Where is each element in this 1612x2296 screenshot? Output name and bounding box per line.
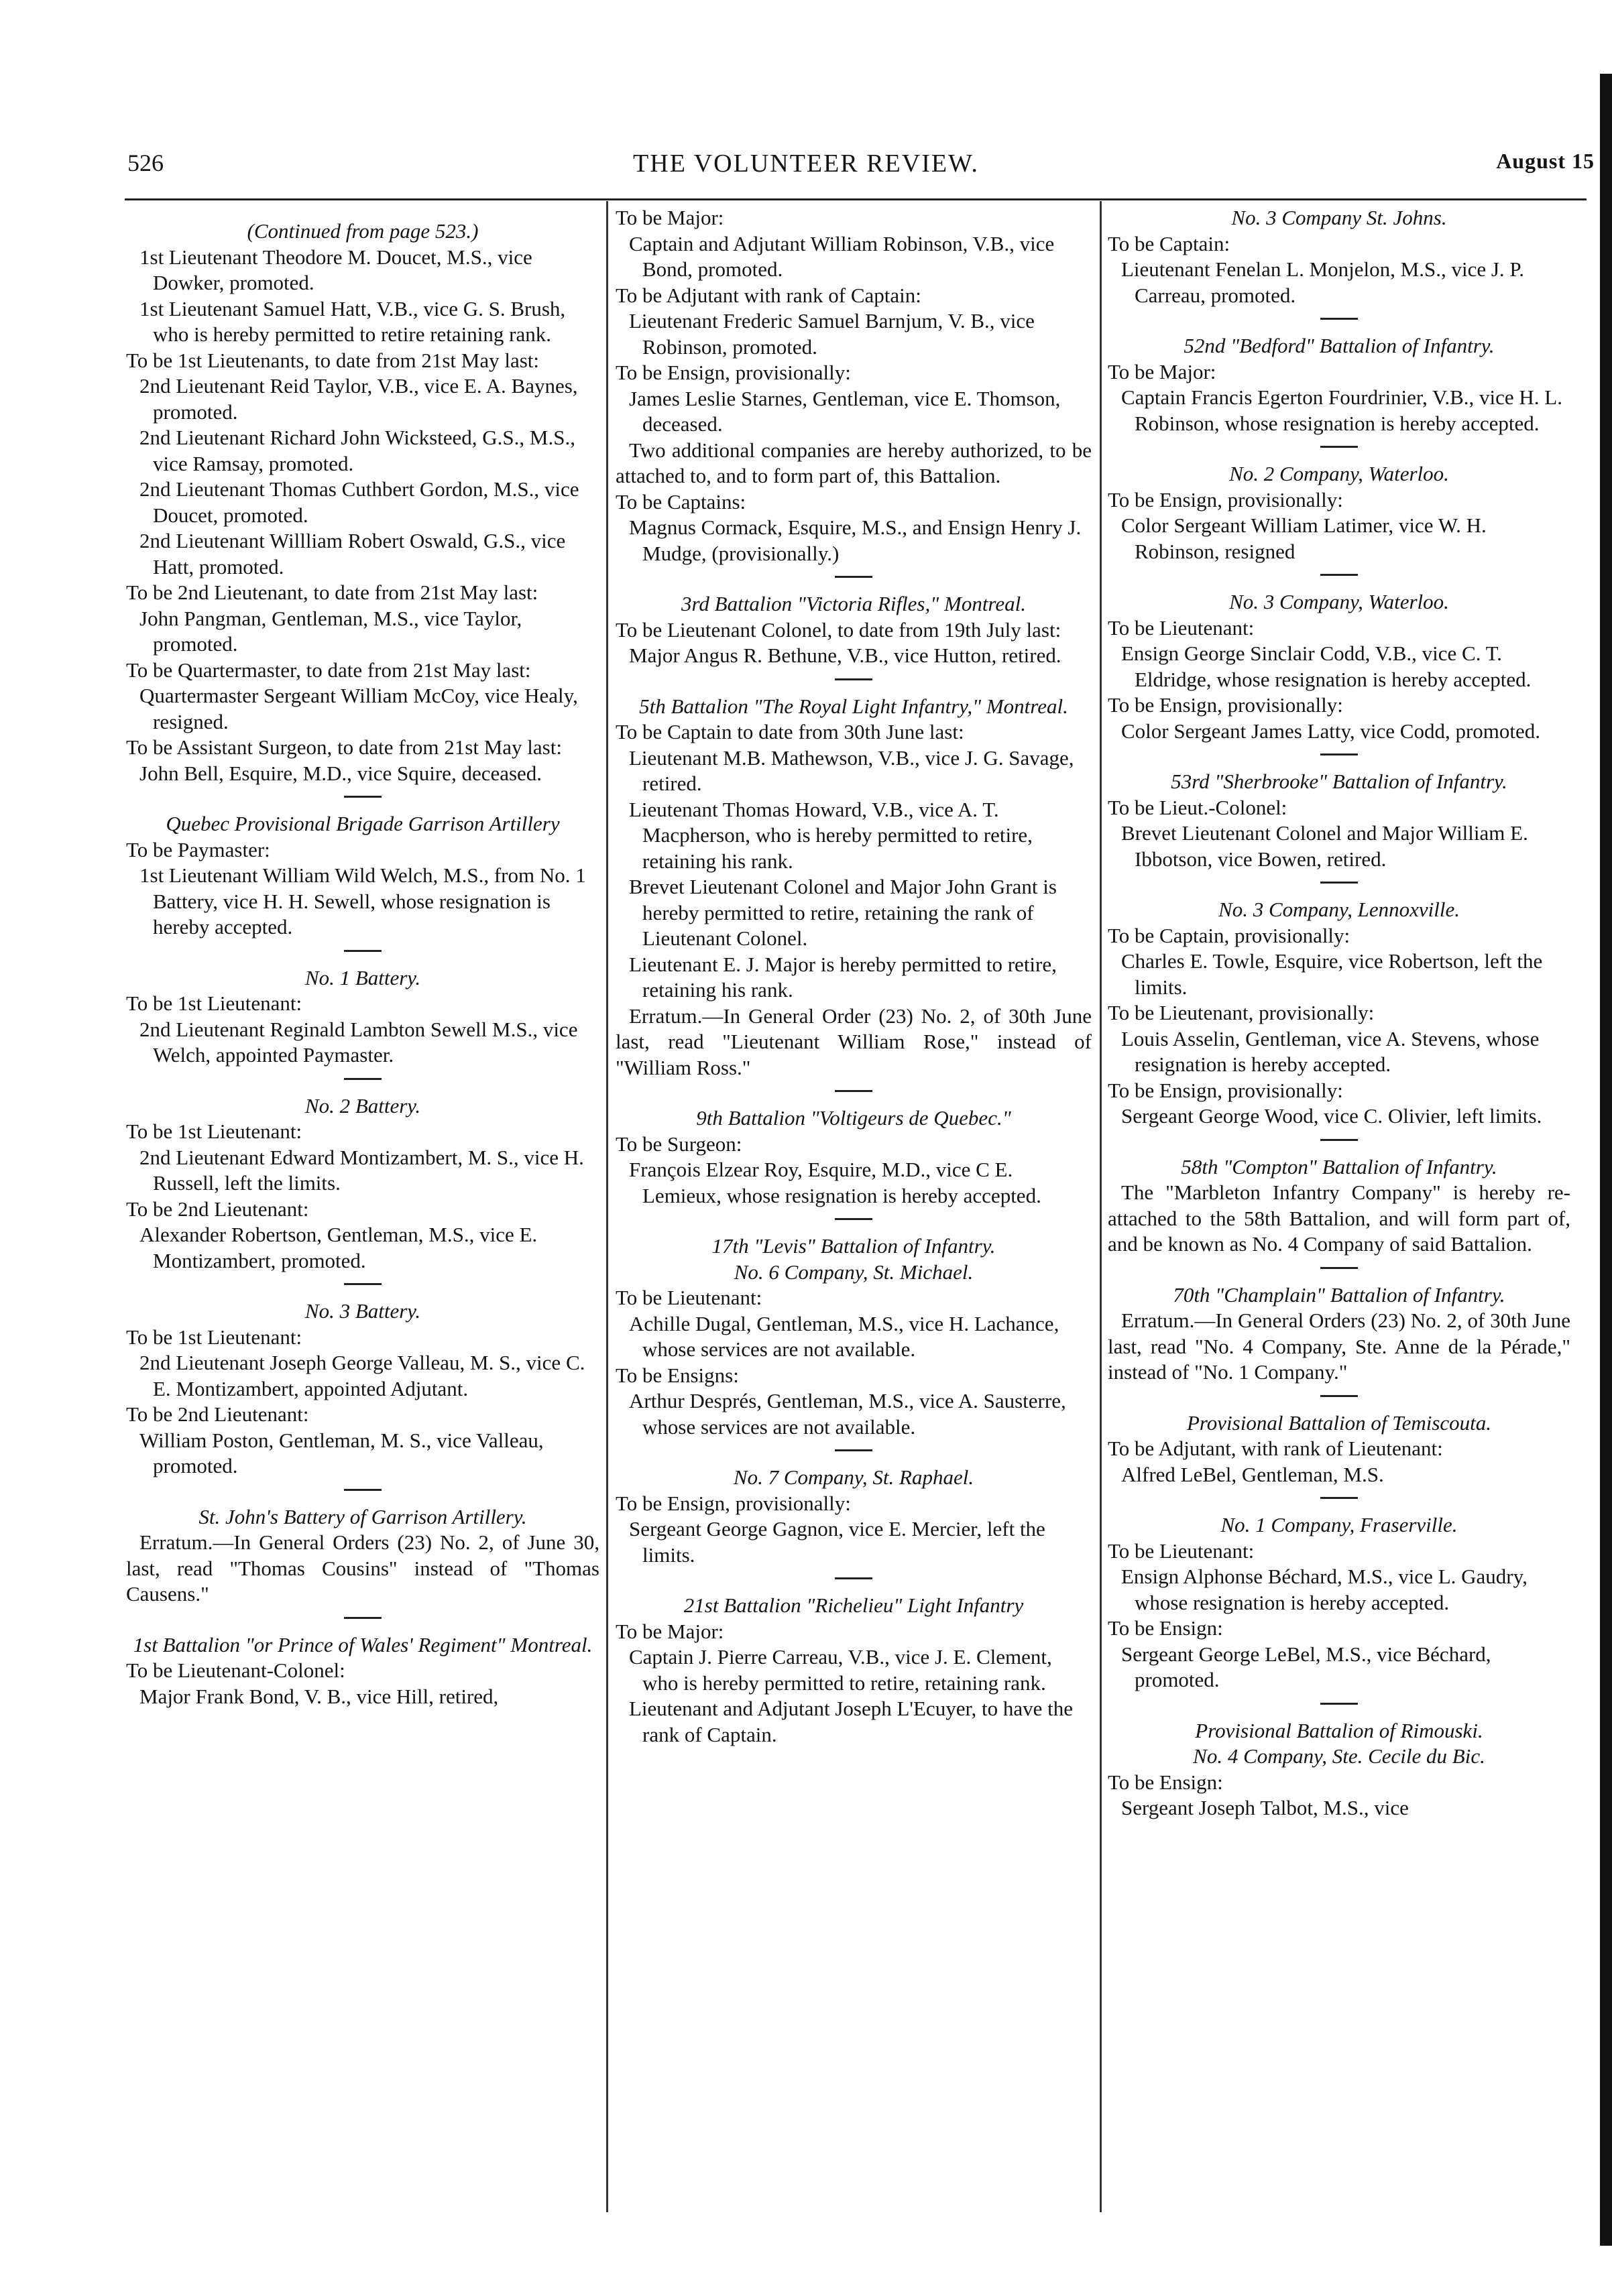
appointment-entry: Lieutenant Fenelan L. Monjelon, M.S., vice J. P. Carreau, promoted.	[1121, 257, 1524, 307]
appointment-entry: William Poston, Gentleman, M. S., vice Valleau, promoted.	[139, 1428, 544, 1477]
section-heading: No. 1 Company, Fraserville.	[1220, 1513, 1458, 1536]
appointment-entry: 1st Lieutenant Theodore M. Doucet, M.S., vice Dowker, promoted.	[139, 245, 532, 294]
order-heading: To be Major:	[1108, 359, 1216, 383]
order-heading: To be 2nd Lieutenant, to date from 21st May last:	[126, 581, 538, 604]
section-heading: (Continued from page 523.)	[247, 219, 479, 243]
section-heading: No. 7 Company, St. Raphael.	[733, 1465, 974, 1489]
order-heading: To be Lieutenant-Colonel:	[126, 1658, 345, 1682]
appointment-entry: 1st Lieutenant William Wild Welch, M.S., from No. 1 Battery, vice H. H. Sewell, whose resignation is hereby accepted.	[139, 863, 586, 939]
order-heading: To be Ensign:	[1108, 1770, 1223, 1794]
section-separator	[1320, 1267, 1358, 1269]
appointment-entry: Magnus Cormack, Esquire, M.S., and Ensign Henry J. Mudge, (provisionally.)	[629, 516, 1082, 565]
column-right	[1108, 205, 1570, 1821]
appointment-entry: Sergeant George Wood, vice C. Olivier, left limits.	[1121, 1104, 1542, 1128]
section-separator	[835, 678, 872, 680]
order-heading: To be Surgeon:	[616, 1132, 742, 1156]
appointment-entry: 2nd Lieutenant Richard John Wicksteed, G.S., M.S., vice Ramsay, promoted.	[139, 426, 575, 475]
section-subheading: No. 3 Company St. Johns.	[1231, 206, 1447, 229]
appointment-entry: 1st Lieutenant Samuel Hatt, V.B., vice G. S. Brush, who is hereby permitted to retire retaining rank.	[139, 296, 566, 346]
section-separator	[835, 1090, 872, 1092]
appointment-entry: Lieutenant Thomas Howard, V.B., vice A. T. Macpherson, who is hereby permitted to retire, retaining his rank.	[629, 797, 1033, 873]
notice-paragraph: Erratum.—In General Order (23) No. 2, of 30th June last, read "Lieutenant William Rose," instead of "William Ross."	[616, 1004, 1092, 1079]
order-heading: To be Ensigns:	[616, 1363, 739, 1387]
appointment-entry: Color Sergeant William Latimer, vice W. H. Robinson, resigned	[1121, 513, 1487, 563]
appointment-entry: Ensign Alphonse Béchard, M.S., vice L. Gaudry, whose resignation is hereby accepted.	[1121, 1565, 1528, 1614]
order-heading: To be Captain to date from 30th June last:	[616, 720, 964, 743]
section-separator	[344, 1489, 382, 1491]
order-heading: To be Paymaster:	[126, 837, 270, 861]
order-heading: To be 1st Lieutenant:	[126, 991, 302, 1015]
appointment-entry: Captain J. Pierre Carreau, V.B., vice J. E. Clement, who is hereby permitted to retire, retaining rank.	[629, 1645, 1052, 1695]
section-heading: 52nd "Bedford" Battalion of Infantry.	[1184, 334, 1495, 357]
appointment-entry: Lieutenant and Adjutant Joseph L'Ecuyer, to have the rank of Captain.	[629, 1697, 1074, 1746]
order-heading: To be 2nd Lieutenant:	[126, 1197, 309, 1221]
section-heading: Provisional Battalion of Temiscouta.	[1186, 1410, 1492, 1435]
appointment-entry: 2nd Lieutenant Edward Montizambert, M. S., vice H. Russell, left the limits.	[139, 1145, 584, 1195]
section-separator	[344, 1283, 382, 1285]
section-heading: Provisional Battalion of Rimouski.	[1195, 1718, 1483, 1742]
section-heading: No. 1 Battery.	[304, 965, 421, 989]
order-heading: To be Captain:	[1108, 231, 1230, 255]
notice-paragraph: Erratum.—In General Orders (23) No. 2, of 30th June last, read "No. 4 Company, Ste. Anne de la Pérade," instead of "No. 1 Company."	[1108, 1309, 1570, 1384]
appointment-entry: 2nd Lieutenant Thomas Cuthbert Gordon, M.S., vice Doucet, promoted.	[139, 477, 579, 527]
appointment-entry: Charles E. Towle, Esquire, vice Robertson, left the limits.	[1121, 949, 1543, 999]
section-separator	[1320, 882, 1358, 884]
section-separator	[1320, 1395, 1358, 1397]
appointment-entry: Brevet Lieutenant Colonel and Major John Grant is hereby permitted to retire, retaining the rank of Lieutenant Colonel.	[629, 875, 1057, 950]
appointment-entry: Quartermaster Sergeant William McCoy, vice Healy, resigned.	[139, 684, 578, 733]
order-heading: To be 1st Lieutenant:	[126, 1325, 302, 1349]
order-heading: To be Adjutant with rank of Captain:	[616, 283, 921, 307]
section-separator	[1320, 318, 1358, 320]
section-separator	[344, 1617, 382, 1619]
appointment-entry: John Pangman, Gentleman, M.S., vice Taylor, promoted.	[139, 606, 522, 656]
section-separator	[835, 1577, 872, 1579]
order-heading: To be Lieutenant:	[1108, 1538, 1255, 1563]
header-rule	[125, 198, 1587, 200]
appointment-entry: Lieutenant E. J. Major is hereby permitted to retire, retaining his rank.	[629, 952, 1057, 1002]
section-heading: 70th "Champlain" Battalion of Infantry.	[1173, 1282, 1505, 1307]
section-separator	[344, 796, 382, 798]
running-header	[0, 149, 1612, 189]
section-separator	[344, 950, 382, 952]
section-heading: 3rd Battalion "Victoria Rifles," Montreal.	[681, 592, 1026, 615]
order-heading: To be Ensign, provisionally:	[1108, 693, 1343, 717]
appointment-entry: Lieutenant Frederic Samuel Barnjum, V. B., vice Robinson, promoted.	[629, 309, 1035, 359]
section-heading: 1st Battalion "or Prince of Wales' Regiment" Montreal.	[133, 1632, 593, 1656]
appointment-entry: Alexander Robertson, Gentleman, M.S., vice E. Montizambert, promoted.	[139, 1223, 538, 1272]
page-number: 526	[127, 149, 164, 176]
appointment-entry: Arthur Després, Gentleman, M.S., vice A. Sausterre, whose services are not available.	[629, 1389, 1066, 1439]
section-heading: 5th Battalion "The Royal Light Infantry," Montreal.	[639, 694, 1068, 718]
order-heading: To be Lieut.-Colonel:	[1108, 795, 1287, 819]
section-heading: No. 2 Company, Waterloo.	[1229, 462, 1449, 485]
appointment-entry: Sergeant George LeBel, M.S., vice Béchard, promoted.	[1121, 1642, 1491, 1691]
appointment-entry: Achille Dugal, Gentleman, M.S., vice H. Lachance, whose services are not available.	[629, 1311, 1059, 1361]
order-heading: To be Lieutenant:	[616, 1286, 762, 1309]
section-separator	[1320, 1497, 1358, 1499]
column-divider	[606, 201, 608, 2212]
column-left	[126, 205, 599, 1709]
appointment-entry: 2nd Lieutenant Joseph George Valleau, M. S., vice C. E. Montizambert, appointed Adjutant.	[139, 1351, 585, 1400]
order-heading: To be Captains:	[616, 489, 746, 513]
section-heading: 53rd "Sherbrooke" Battalion of Infantry.	[1171, 770, 1507, 793]
appointment-entry: Captain Francis Egerton Fourdrinier, V.B., vice H. L. Robinson, whose resignation is hereby accepted.	[1121, 385, 1562, 435]
section-heading: 9th Battalion "Voltigeurs de Quebec."	[696, 1106, 1011, 1130]
page-edge-shadow	[1600, 74, 1612, 2246]
order-heading: To be Ensign, provisionally:	[1108, 487, 1343, 511]
appointment-entry: Captain and Adjutant William Robinson, V.B., vice Bond, promoted.	[629, 231, 1055, 281]
appointment-entry: James Leslie Starnes, Gentleman, vice E. Thomson, deceased.	[629, 386, 1061, 436]
section-subheading: No. 6 Company, St. Michael.	[734, 1260, 974, 1284]
section-separator	[1320, 753, 1358, 756]
order-heading: To be Lieutenant, provisionally:	[1108, 1001, 1375, 1024]
order-heading: To be Major:	[616, 1619, 724, 1643]
section-separator	[835, 1218, 872, 1220]
appointment-entry: Brevet Lieutenant Colonel and Major William E. Ibbotson, vice Bowen, retired.	[1121, 821, 1528, 871]
issue-date: August 15	[1496, 149, 1595, 173]
section-heading: St. John's Battery of Garrison Artillery.	[198, 1504, 527, 1528]
appointment-entry: François Elzear Roy, Esquire, M.D., vice C E. Lemieux, whose resignation is hereby accepted.	[629, 1158, 1041, 1207]
newspaper-title: THE VOLUNTEER REVIEW.	[633, 149, 979, 178]
order-heading: To be Quartermaster, to date from 21st May last:	[126, 658, 531, 682]
notice-paragraph: The "Marbleton Infantry Company" is hereby re-attached to the 58th Battalion, and will form part of, and be known as No. 4 Company of said Battalion.	[1108, 1181, 1570, 1256]
section-heading: No. 3 Company, Waterloo.	[1229, 590, 1449, 613]
section-heading: No. 3 Company, Lennoxville.	[1218, 898, 1460, 921]
section-heading: 58th "Compton" Battalion of Infantry.	[1181, 1154, 1497, 1179]
section-heading: No. 3 Battery.	[304, 1299, 421, 1323]
appointment-entry: Major Frank Bond, V. B., vice Hill, retired,	[139, 1684, 499, 1708]
section-separator	[1320, 1139, 1358, 1141]
order-heading: To be Major:	[616, 206, 724, 229]
order-heading: To be Assistant Surgeon, to date from 21st May last:	[126, 735, 562, 759]
appointment-entry: Alfred LeBel, Gentleman, M.S.	[1121, 1462, 1384, 1486]
appointment-entry: 2nd Lieutenant Willliam Robert Oswald, G.S., vice Hatt, promoted.	[139, 529, 566, 579]
section-separator	[835, 576, 872, 578]
appointment-entry: Major Angus R. Bethune, V.B., vice Hutton, retired.	[629, 644, 1061, 667]
order-heading: To be 1st Lieutenant:	[126, 1120, 302, 1143]
appointment-entry: 2nd Lieutenant Reginald Lambton Sewell M.S., vice Welch, appointed Paymaster.	[139, 1017, 578, 1067]
section-separator	[344, 1078, 382, 1080]
order-heading: To be Adjutant, with rank of Lieutenant:	[1108, 1437, 1443, 1460]
appointment-entry: Sergeant Joseph Talbot, M.S., vice	[1121, 1796, 1409, 1819]
appointment-entry: Louis Asselin, Gentleman, vice A. Stevens, whose resignation is hereby accepted.	[1121, 1026, 1540, 1076]
appointment-entry: John Bell, Esquire, M.D., vice Squire, deceased.	[139, 761, 542, 785]
section-separator	[1320, 1703, 1358, 1705]
column-middle	[616, 205, 1092, 1748]
appointment-entry: Sergeant George Gagnon, vice E. Mercier, left the limits.	[629, 1517, 1045, 1567]
order-heading: To be 1st Lieutenants, to date from 21st May last:	[126, 348, 539, 372]
section-heading: Quebec Provisional Brigade Garrison Artillery	[166, 812, 560, 835]
order-heading: To be 2nd Lieutenant:	[126, 1402, 309, 1426]
appointment-entry: Ensign George Sinclair Codd, V.B., vice C. T. Eldridge, whose resignation is hereby accepted.	[1121, 642, 1532, 691]
section-separator	[1320, 446, 1358, 448]
order-heading: To be Ensign, provisionally:	[616, 361, 851, 384]
section-separator	[835, 1449, 872, 1451]
order-heading: To be Ensign:	[1108, 1616, 1223, 1640]
order-heading: To be Lieutenant Colonel, to date from 19th July last:	[616, 617, 1061, 642]
order-heading: To be Lieutenant:	[1108, 615, 1255, 640]
order-heading: To be Ensign, provisionally:	[616, 1491, 851, 1515]
column-divider	[1100, 201, 1102, 2212]
appointment-entry: 2nd Lieutenant Reid Taylor, V.B., vice E. A. Baynes, promoted.	[139, 374, 578, 424]
order-heading: To be Captain, provisionally:	[1108, 923, 1350, 947]
section-separator	[1320, 574, 1358, 576]
appointment-entry: Color Sergeant James Latty, vice Codd, promoted.	[1121, 719, 1541, 743]
appointment-entry: Lieutenant M.B. Mathewson, V.B., vice J. G. Savage, retired.	[629, 745, 1074, 795]
section-heading: No. 2 Battery.	[304, 1093, 421, 1117]
section-subheading: No. 4 Company, Ste. Cecile du Bic.	[1193, 1744, 1485, 1768]
notice-paragraph: Erratum.—In General Orders (23) No. 2, of June 30, last, read "Thomas Cousins" instead of "Thomas Causens."	[126, 1530, 599, 1606]
section-heading: 17th "Levis" Battalion of Infantry.	[711, 1234, 996, 1258]
order-heading: To be Ensign, provisionally:	[1108, 1078, 1343, 1102]
notice-paragraph: Two additional companies are hereby authorized, to be attached to, and to form part of, this Battalion.	[616, 438, 1092, 487]
section-heading: 21st Battalion "Richelieu" Light Infantry	[683, 1593, 1024, 1617]
